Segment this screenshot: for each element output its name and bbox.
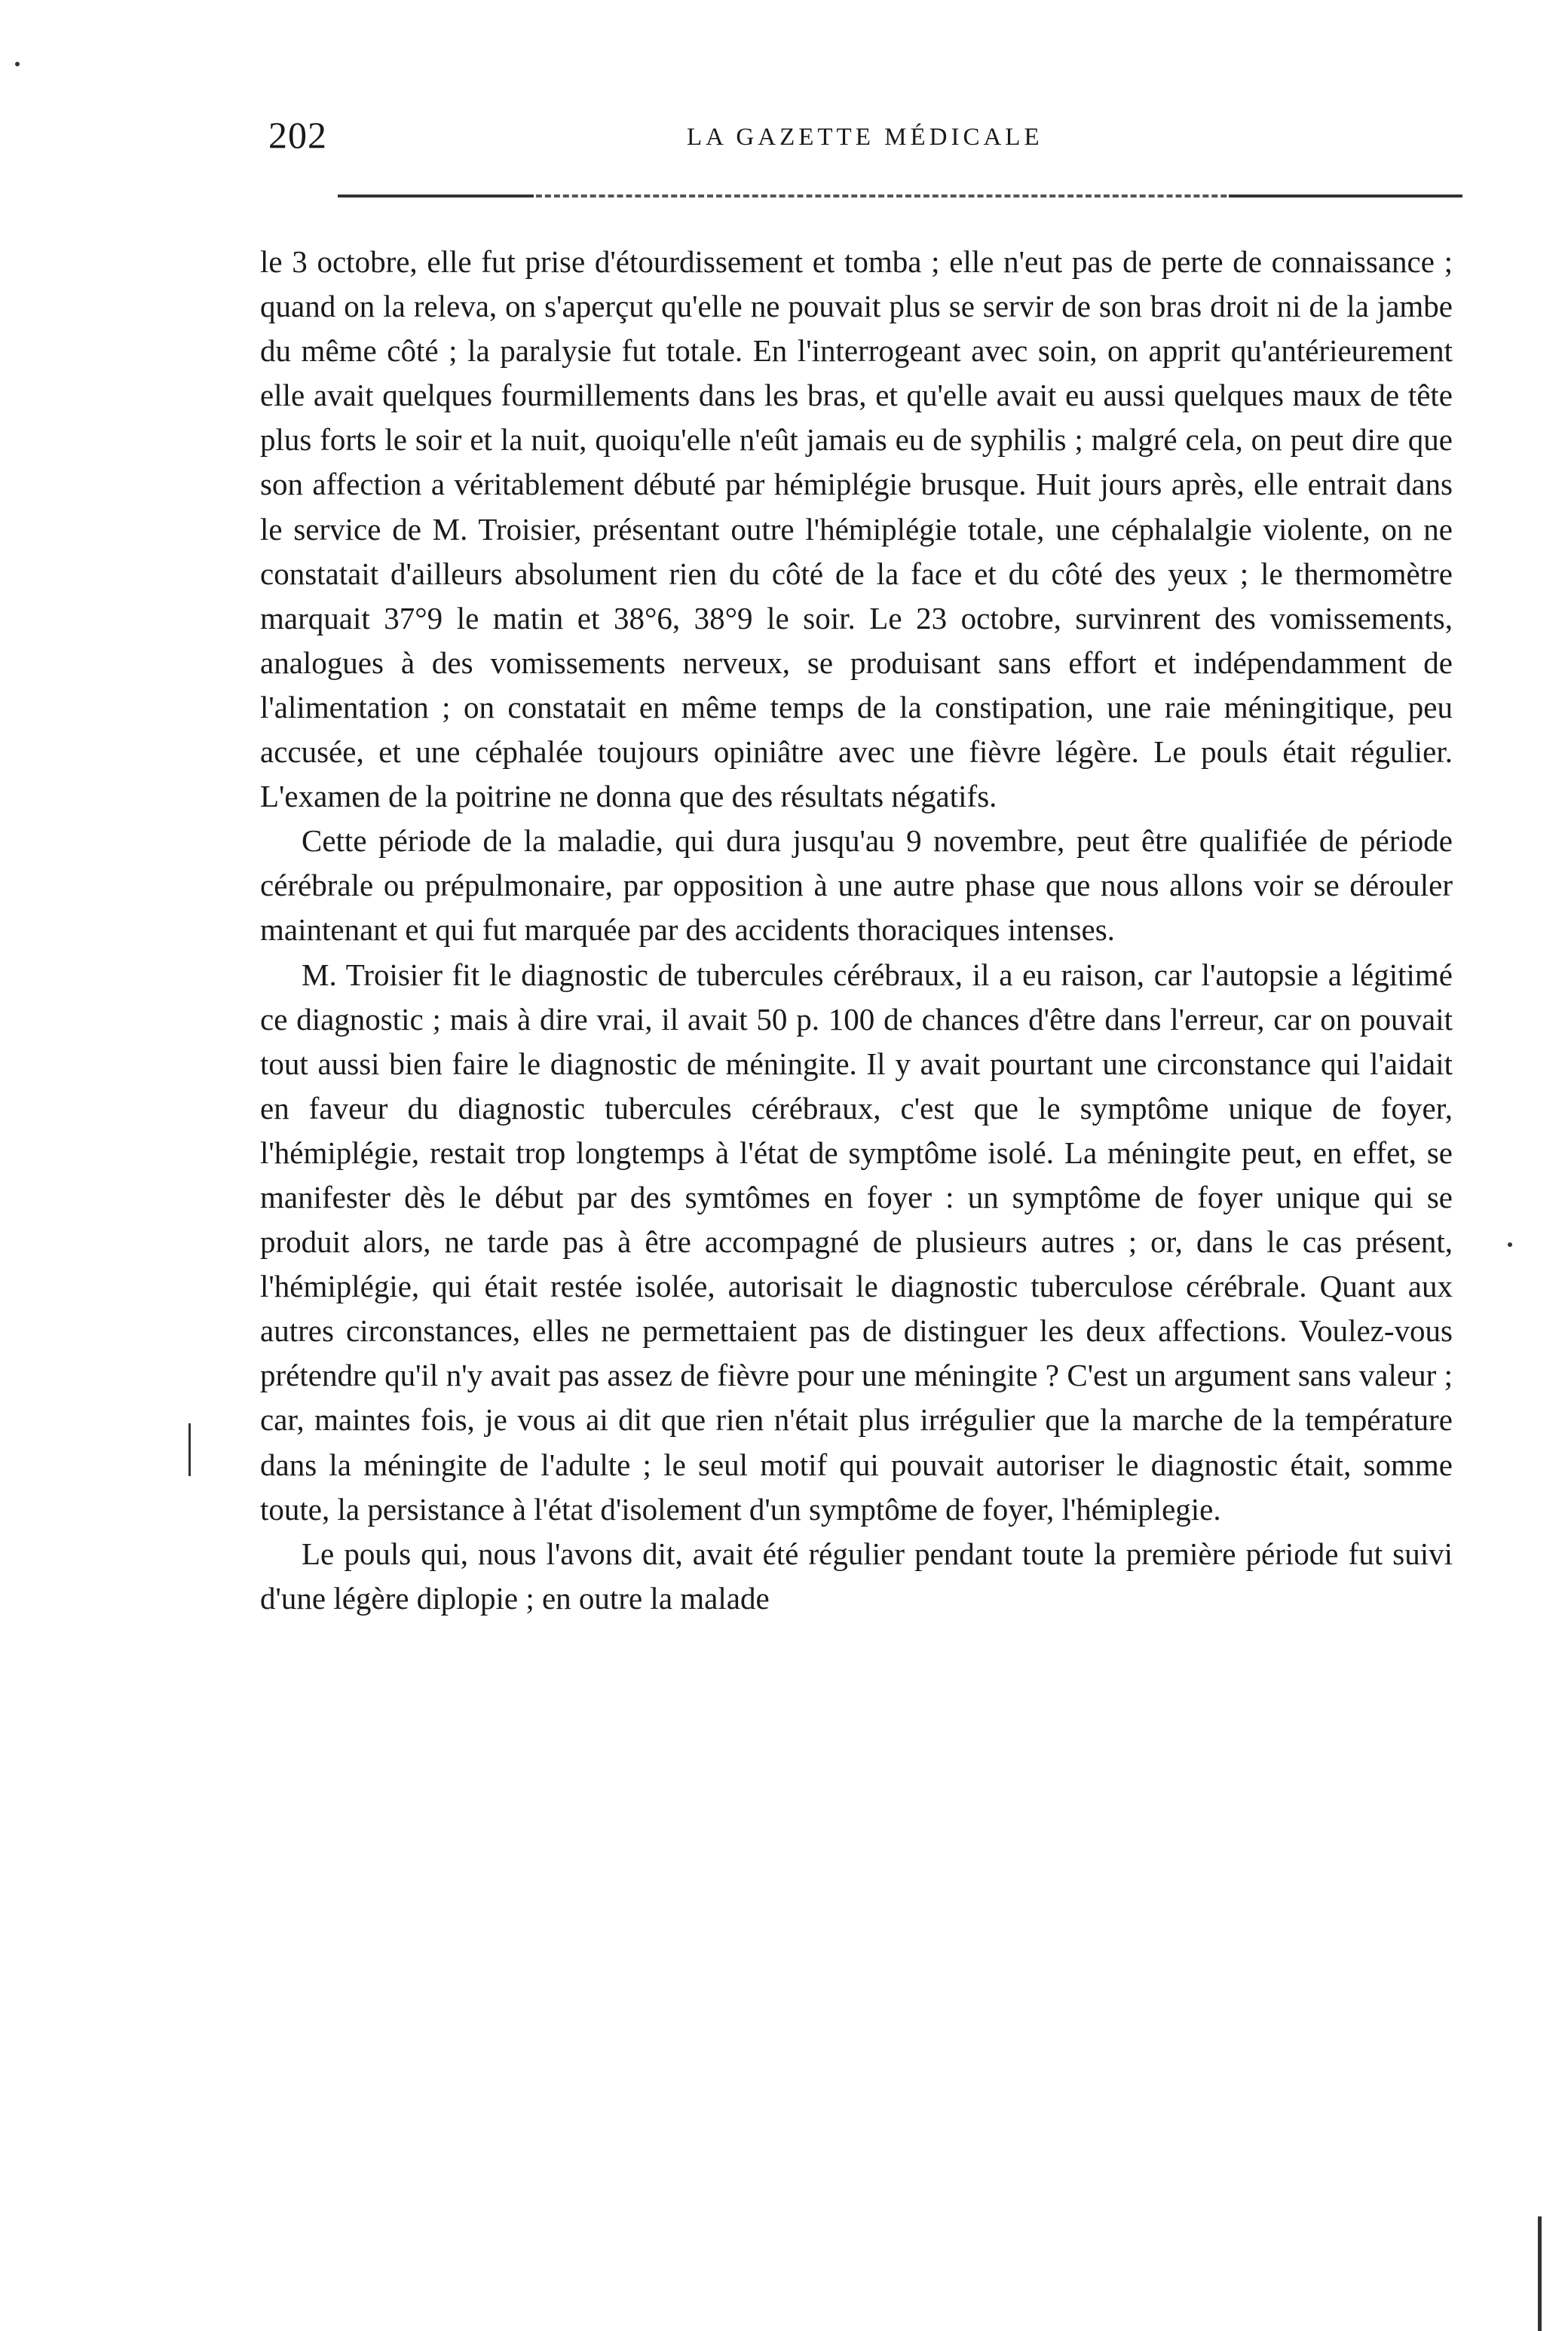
paragraph-1: le 3 octobre, elle fut prise d'étourdissement et tomba ; elle n'eut pas de perte de connaissance ; quand on la releva, on s'aperçut qu'elle ne pouvait plus se servir de son bras droit ni de la jambe du même côté ; la paralysie fut totale. En l'interrogeant avec soin, on apprit qu'antérieurement elle avait quelques fourmillements dans les bras, et qu'elle avait eu aussi quelques maux de tête plus forts le soir et la nuit, quoiqu'elle n'eût jamais eu de syphilis ; malgré cela, on peut dire que son affection a véritablement débuté par hémiplégie brusque. Huit jours après, elle entrait dans le service de M. Troisier, présentant outre l'hémiplégie totale, une céphalalgie violente, on ne constatait d'ailleurs absolument rien du côté de la face et du côté des yeux ; le thermomètre marquait 37°9 le matin et 38°6, 38°9 le soir. Le 23 octobre, survinrent des vomissements, analogues à des vomissements nerveux, se produisant sans effort et indépendamment de l'alimentation ; on constatait en même temps de la constipation, une raie méningitique, peu accusée, et une céphalée toujours opiniâtre avec une fièvre légère. Le pouls était régulier. L'examen de la poitrine ne donna que des résultats négatifs. [260, 244, 1453, 814]
right-margin-dot [1508, 1242, 1512, 1247]
paragraph-4: Le pouls qui, nous l'avons dit, avait été régulier pendant toute la première période fut suivi d'une légère diplopie ; en outre la malade [260, 1536, 1453, 1616]
page-header [268, 113, 1459, 166]
right-edge-mark [1538, 2216, 1542, 2331]
header-rule-left-segment [338, 195, 534, 198]
paragraph-2: Cette période de la maladie, qui dura jusqu'au 9 novembre, peut être qualifiée de période cérébrale ou prépulmonaire, par opposition à une autre phase que nous allons voir se dérouler maintenant et qui fut marquée par des accidents thoraciques intenses. [260, 823, 1453, 948]
body-text [260, 240, 1453, 1621]
left-margin-mark [188, 1423, 191, 1476]
paragraph-3: M. Troisier fit le diagnostic de tubercules cérébraux, il a eu raison, car l'autopsie a légitimé ce diagnostic ; mais à dire vrai, il avait 50 p. 100 de chances d'être dans l'erreur, car on pouvait tout aussi bien faire le diagnostic de méningite. Il y avait pourtant une circonstance qui l'aidait en faveur du diagnostic tubercules cérébraux, c'est que le symptôme unique de foyer, l'hémiplégie, restait trop longtemps à l'état de symptôme isolé. La méningite peut, en effet, se manifester dès le début par des symtômes en foyer : un symptôme de foyer unique qui se produit alors, ne tarde pas à être accompagné de plusieurs autres ; or, dans le cas présent, l'hémiplégie, qui était restée isolée, autorisait le diagnostic tuberculose cérébrale. Quant aux autres circonstances, elles ne permettaient pas de distinguer les deux affections. Voulez-vous prétendre qu'il n'y avait pas assez de fièvre pour une méningite ? C'est un argument sans valeur ; car, maintes fois, je vous ai dit que rien n'était plus irrégulier que la marche de la température dans la méningite de l'adulte ; le seul motif qui pouvait autoriser le diagnostic était, somme toute, la persistance à l'état d'isolement d'un symptôme de foyer, l'hémiplegie. [260, 957, 1453, 1527]
top-left-corner-mark [15, 62, 20, 66]
page-number: 202 [268, 114, 327, 156]
running-title: LA GAZETTE MÉDICALE [687, 124, 1043, 151]
header-rule-right-segment [1229, 195, 1462, 198]
